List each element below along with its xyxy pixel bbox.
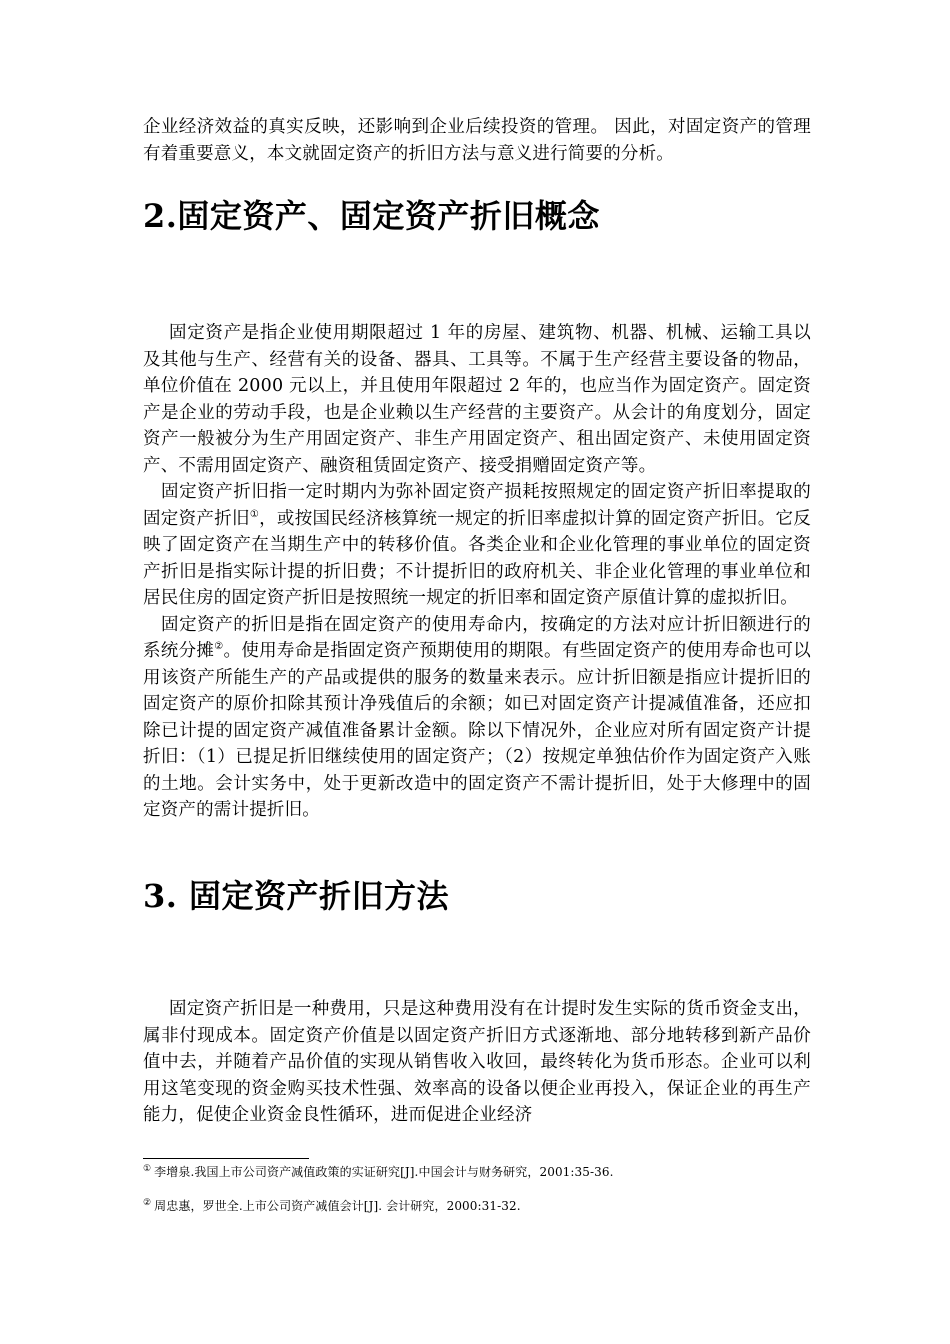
paragraph-2-text-a: 固定资产折旧指一定时期内为弥补固定资产损耗按照规定的固定资产折旧率提取的固定资产折旧	[143, 482, 811, 529]
footnote-separator	[143, 1158, 309, 1159]
footnote-1-text: 李增泉.我国上市公司资产减值政策的实证研究[J].中国会计与财务研究，2001:35-36.	[154, 1165, 614, 1179]
intro-paragraph: 企业经济效益的真实反映，还影响到企业后续投资的管理。 因此，对固定资产的管理有着重要意义，本文就固定资产的折旧方法与意义进行简要的分析。	[143, 117, 811, 164]
footnote-2-text: 周忠惠，罗世全.上市公司资产减值会计[J]. 会计研究，2000:31-32.	[154, 1199, 521, 1213]
section-2-paragraph-2	[143, 479, 811, 612]
section-3-body	[143, 996, 811, 1129]
section-2	[143, 196, 811, 236]
footnote-2	[143, 1198, 521, 1214]
section-3-paragraph-1: 固定资产折旧是一种费用，只是这种费用没有在计提时发生实际的货币资金支出，属非付现成本。固定资产价值是以固定资产折旧方式逐渐地、部分地转移到新产品价值中去，并随着产品价值的实现从销售收入收回，最终转化为货币形态。企业可以利用这笔变现的资金购买技术性强、效率高的设备以便企业再投入，保证企业的再生产能力，促使企业资金良性循环，进而促进企业经济	[143, 999, 811, 1125]
section-2-heading: 2.固定资产、固定资产折旧概念	[143, 197, 600, 235]
footnote-1-mark: ①	[143, 1164, 152, 1174]
footnote-ref-1[interactable]: ①	[249, 508, 260, 520]
section-2-body	[143, 320, 811, 824]
footnote-ref-2[interactable]: ②	[214, 641, 224, 653]
section-2-paragraph-1: 固定资产是指企业使用期限超过 1 年的房屋、建筑物、机器、机械、运输工具以及其他与生产、经营有关的设备、器具、工具等。不属于生产经营主要设备的物品，单位价值在 2000 元以上，并且使用年限超过 2 年的，也应当作为固定资产。固定资产是企业的劳动手段，也是企业赖以生产经营的主要资产。从会计的角度划分，固定资产一般被分为生产用固定资产、非生产用固定资产、租出固定资产、未使用固定资产、不需用固定资产、融资租赁固定资产、接受捐赠固定资产等。	[143, 323, 811, 476]
footnote-1	[143, 1164, 614, 1180]
section-3	[143, 876, 811, 916]
footnote-2-mark: ②	[143, 1198, 152, 1208]
section-2-paragraph-3	[143, 612, 811, 824]
intro-section	[143, 114, 811, 167]
section-3-heading: 3. 固定资产折旧方法	[143, 877, 450, 915]
paragraph-3-text-a: 固定资产的折旧是指在固定资产的使用寿命内，按确定的方法对应计折旧额进行的系统分摊	[143, 614, 811, 661]
paragraph-2-text-b: ，或按国民经济核算统一规定的折旧率虚拟计算的固定资产折旧。它反映了固定资产在当期生产中的转移价值。各类企业和企业化管理的事业单位的固定资产折旧是指实际计提的折旧费；不计提折旧的政府机关、非企业化管理的事业单位和居民住房的固定资产折旧是按照统一规定的折旧率和固定资产原值计算的虚拟折旧。	[143, 508, 812, 608]
paragraph-3-text-b: 。使用寿命是指固定资产预期使用的期限。有些固定资产的使用寿命也可以用该资产所能生产的产品或提供的服务的数量来表示。应计折旧额是指应计提折旧的固定资产的原价扣除其预计净残值后的余额；如已对固定资产计提减值准备，还应扣除已计提的固定资产减值准备累计金额。除以下情况外，企业应对所有固定资产计提折旧：（1）已提足折旧继续使用的固定资产；（2）按规定单独估价作为固定资产入账的土地。会计实务中，处于更新改造中的固定资产不需计提折旧，处于大修理中的固定资产的需计提折旧。	[143, 641, 811, 820]
